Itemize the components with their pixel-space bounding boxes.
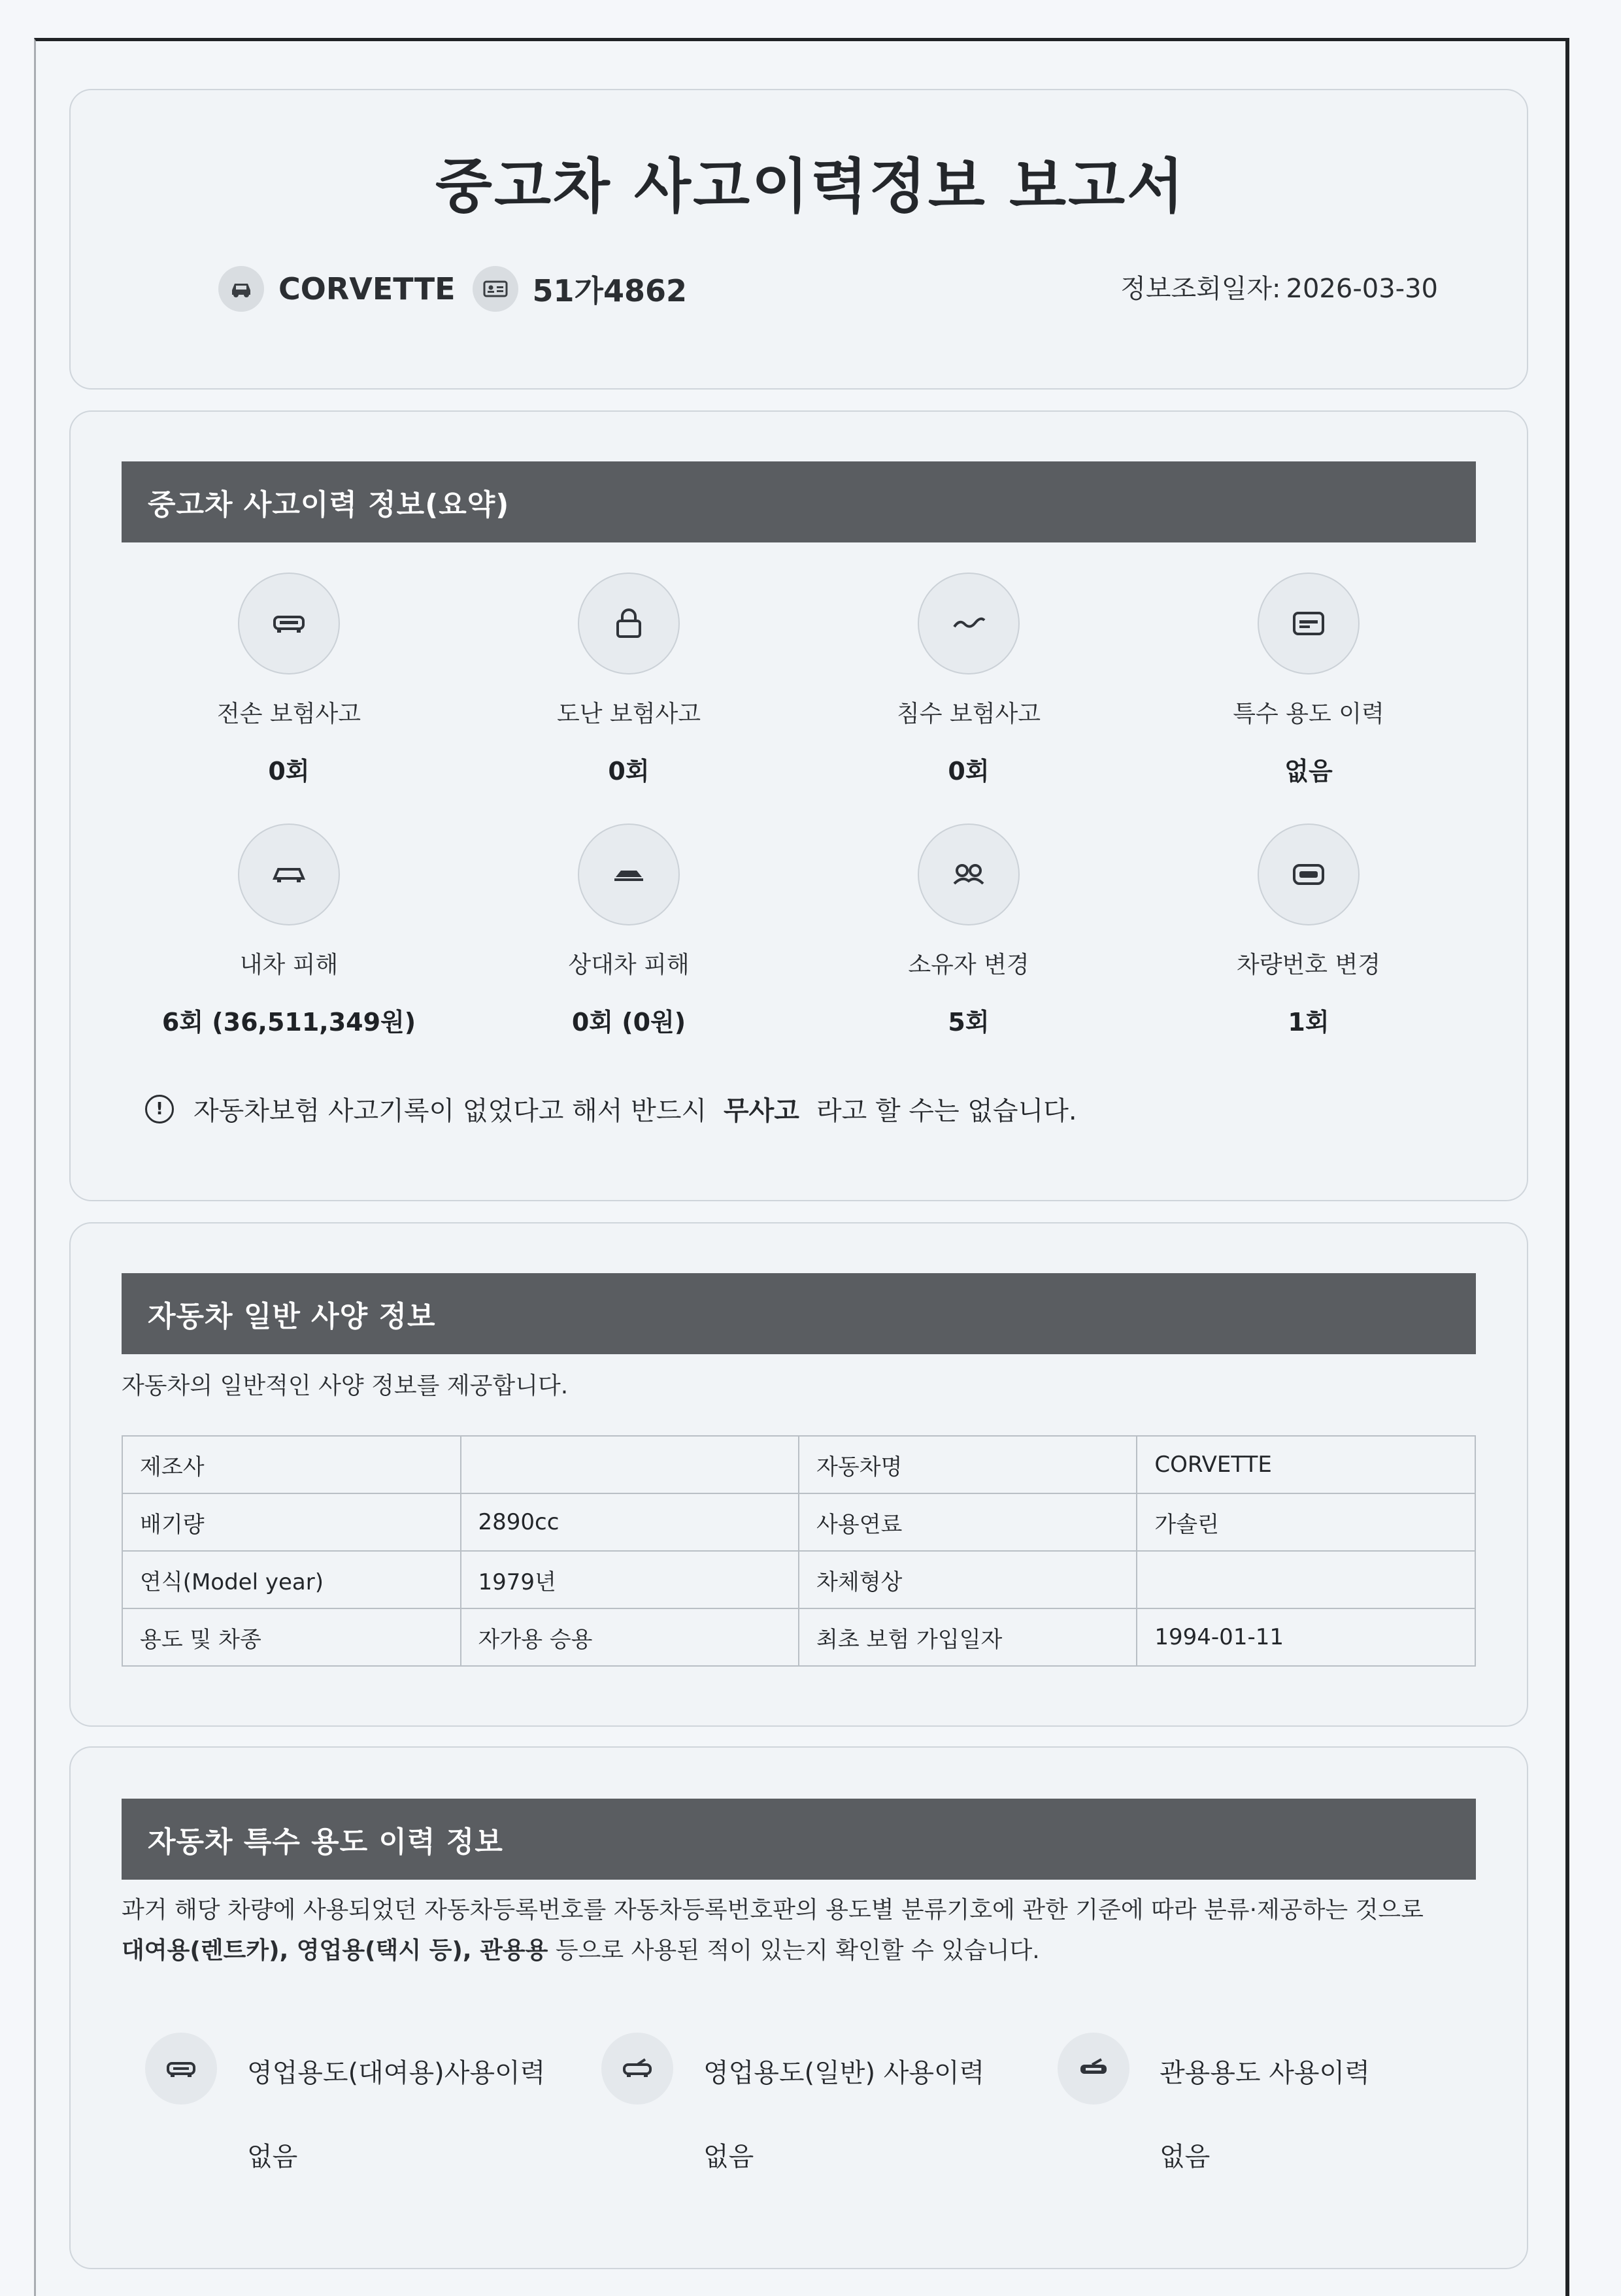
- car-model-name: CORVETTE: [278, 271, 456, 307]
- spec-key: 차체형상: [799, 1551, 1137, 1608]
- government-car-icon: [1058, 2033, 1129, 2105]
- stat-own-damage: [158, 824, 420, 1038]
- notice-emphasis: 무사고: [724, 1096, 799, 1126]
- warning-icon: !: [145, 1095, 174, 1123]
- table-row: [122, 1608, 1475, 1666]
- spec-value: 가솔린: [1137, 1493, 1475, 1551]
- stat-label: 도난 보험사고: [556, 701, 701, 727]
- stat-value: 0회: [608, 757, 650, 786]
- stat-value: 6회 (36,511,349원): [161, 1008, 416, 1037]
- plate-change-icon: [1258, 824, 1360, 925]
- table-row: [122, 1551, 1475, 1608]
- spec-description: 자동차의 일반적인 사양 정보를 제공합니다.: [122, 1373, 569, 1399]
- rental-car-icon: [145, 2033, 217, 2105]
- spec-heading: 자동차 일반 사양 정보: [122, 1273, 1476, 1354]
- spec-value: 1994-01-11: [1137, 1608, 1475, 1666]
- separator: ,: [279, 1937, 297, 1964]
- special-use-icon: [1258, 573, 1360, 674]
- spec-key: 제조사: [122, 1436, 461, 1493]
- business-emphasis: 영업용(택시 등): [296, 1937, 463, 1964]
- description-line: 과거 해당 차량에 사용되었던 자동차등록번호를 자동차등록번호판의 용도별 분류기호에 관한 기준에 따라 분류·제공하는 것으로: [122, 1897, 1424, 1923]
- lock-icon: [578, 573, 680, 674]
- spec-table: [122, 1435, 1476, 1667]
- spec-value: CORVETTE: [1137, 1436, 1475, 1493]
- stat-label: 상대차 피해: [568, 952, 690, 978]
- stat-plate-change: [1178, 824, 1439, 1038]
- notice-text-before: 자동차보험 사고기록이 없었다고 해서 반드시: [193, 1096, 707, 1126]
- usage-business: [601, 2033, 1007, 2176]
- report-title: 중고차 사고이력정보 보고서: [435, 152, 1186, 221]
- rental-emphasis: 대여용(렌트카): [122, 1937, 280, 1964]
- flood-wave-icon: [918, 573, 1020, 674]
- spec-value: [461, 1436, 799, 1493]
- stat-label: 특수 용도 이력: [1233, 701, 1384, 727]
- stat-flood: [838, 573, 1099, 787]
- usage-government: [1058, 2033, 1463, 2176]
- stat-total-loss: [158, 573, 420, 787]
- special-use-heading: 자동차 특수 용도 이력 정보: [122, 1799, 1476, 1880]
- summary-heading: 중고차 사고이력 정보(요약): [122, 461, 1476, 542]
- query-date-label: 정보조회일자:: [1120, 274, 1281, 304]
- stat-value: 없음: [1284, 757, 1333, 786]
- spec-value: 2890cc: [461, 1493, 799, 1551]
- description-tail: 등으로 사용된 적이 있는지 확인할 수 있습니다.: [548, 1937, 1040, 1964]
- owner-change-icon: [918, 824, 1020, 925]
- spec-value: [1137, 1551, 1475, 1608]
- stat-special-use: [1178, 573, 1439, 787]
- spec-key: 자동차명: [799, 1436, 1137, 1493]
- usage-value: 없음: [1160, 2142, 1211, 2172]
- no-accident-notice: [145, 1090, 1077, 1127]
- special-use-description: [122, 1890, 1475, 1971]
- usage-label: 영업용도(대여용)사용이력: [247, 2058, 546, 2088]
- usage-value: 없음: [247, 2142, 298, 2172]
- notice-text-after: 라고 할 수는 없습니다.: [816, 1096, 1077, 1126]
- stat-owner-change: [838, 824, 1099, 1038]
- spec-key: 연식(Model year): [122, 1551, 461, 1608]
- spec-key: 용도 및 차종: [122, 1608, 461, 1666]
- stat-value: 5회: [948, 1008, 990, 1037]
- table-row: [122, 1493, 1475, 1551]
- usage-label: 영업용도(일반) 사용이력: [703, 2058, 985, 2088]
- plate-number: 51가4862: [532, 273, 688, 308]
- id-card-icon: [473, 266, 518, 312]
- query-date: [1120, 268, 1438, 305]
- stat-value: 1회: [1288, 1008, 1329, 1037]
- stat-label: 전손 보험사고: [216, 701, 361, 727]
- stat-label: 소유자 변경: [908, 952, 1029, 978]
- query-date-value: 2026-03-30: [1286, 274, 1438, 304]
- other-car-damage-icon: [578, 824, 680, 925]
- stat-value: 0회: [948, 757, 990, 786]
- header-card: [69, 89, 1528, 390]
- stat-label: 차량번호 변경: [1236, 952, 1381, 978]
- car-total-loss-icon: [238, 573, 340, 674]
- table-row: [122, 1436, 1475, 1493]
- separator: ,: [462, 1937, 480, 1964]
- stat-other-damage: [498, 824, 760, 1038]
- stat-label: 침수 보험사고: [896, 701, 1041, 727]
- stat-value: 0회 (0원): [571, 1008, 686, 1037]
- stat-theft: [498, 573, 760, 787]
- spec-key: 배기량: [122, 1493, 461, 1551]
- spec-key: 사용연료: [799, 1493, 1137, 1551]
- description-line: [122, 1931, 1475, 1971]
- stat-value: 0회: [268, 757, 310, 786]
- spec-key: 최초 보험 가입일자: [799, 1608, 1137, 1666]
- business-car-icon: [601, 2033, 673, 2105]
- vehicle-identity: [218, 263, 704, 315]
- usage-label: 관용용도 사용이력: [1160, 2058, 1370, 2088]
- spec-value: 자가용 승용: [461, 1608, 799, 1666]
- usage-value: 없음: [703, 2142, 754, 2172]
- car-icon: [218, 266, 264, 312]
- usage-rental: [145, 2033, 550, 2176]
- government-emphasis: 관용용: [480, 1937, 548, 1964]
- own-car-damage-icon: [238, 824, 340, 925]
- spec-value: 1979년: [461, 1551, 799, 1608]
- stat-label: 내차 피해: [239, 952, 339, 978]
